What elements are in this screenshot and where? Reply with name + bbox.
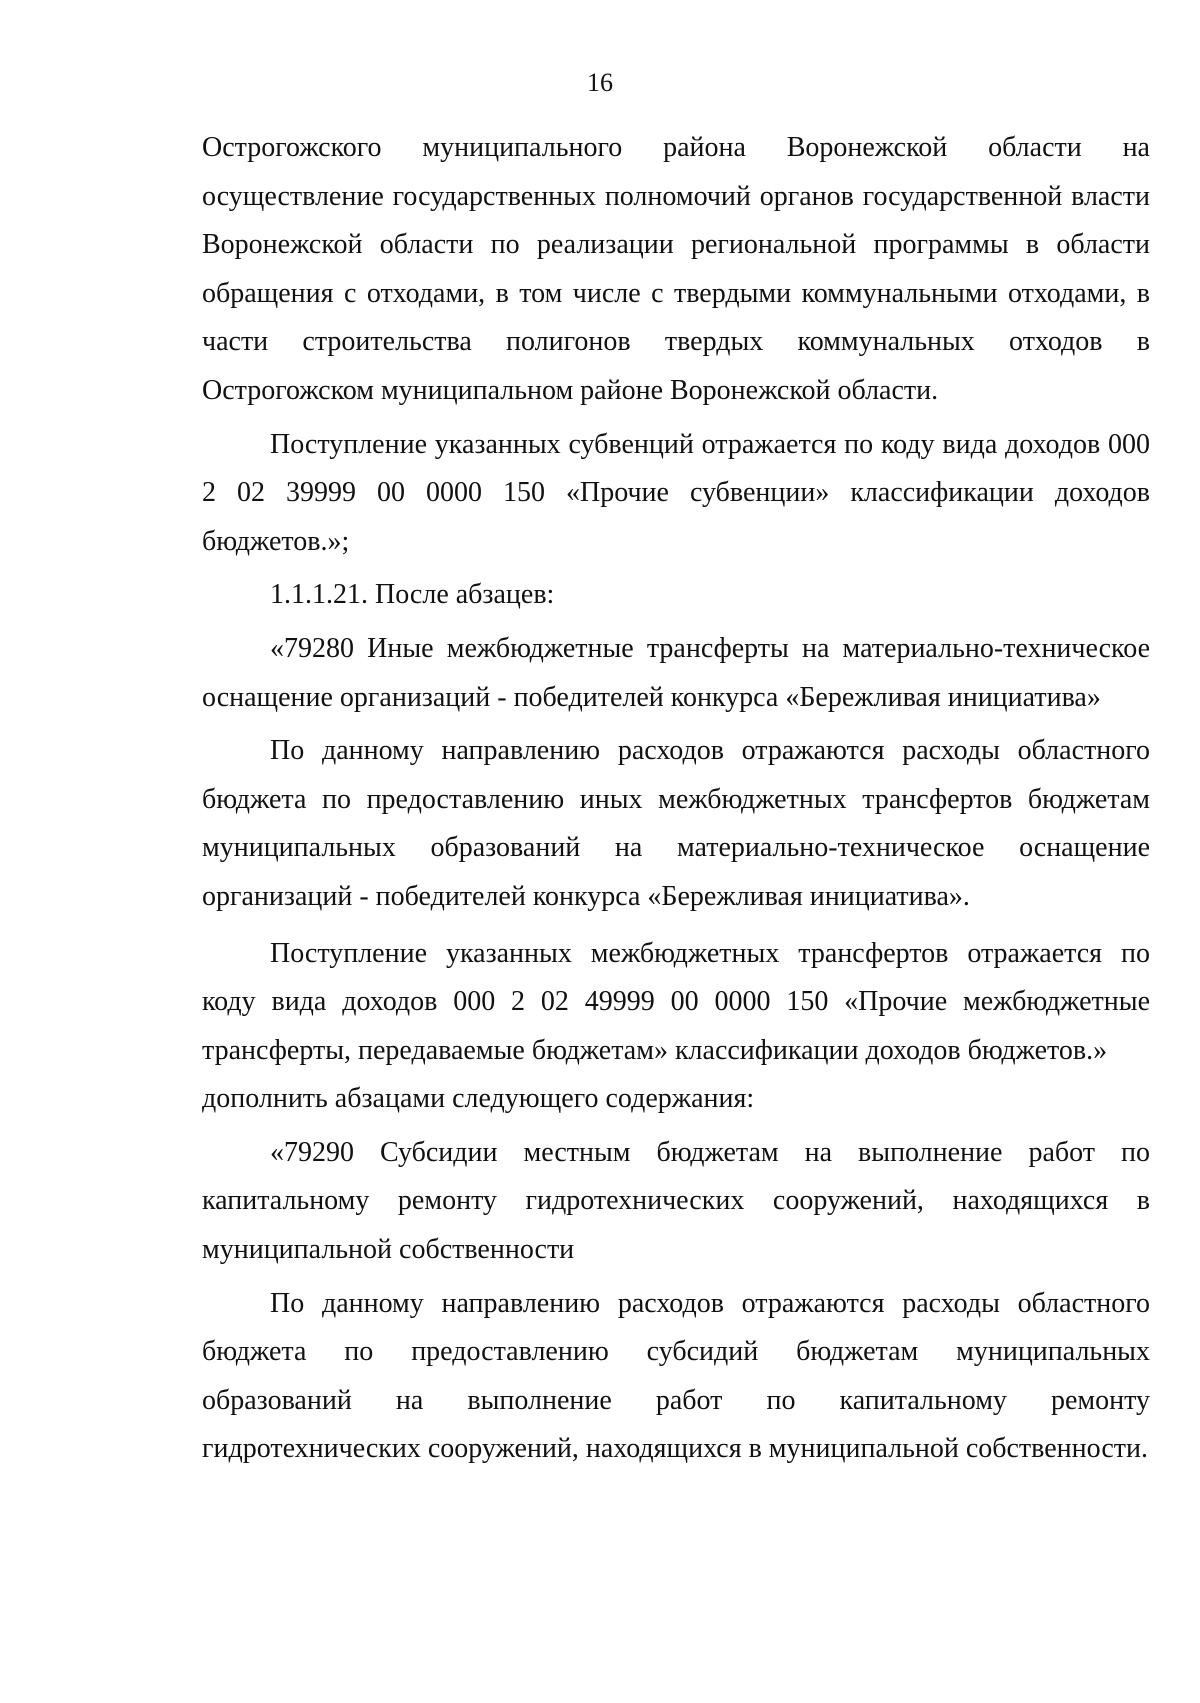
paragraph-9: По данному направлению расходов отражаются расходы областного бюджета по предоставлению субсидий бюджетам муниципальных образований на выполнение работ по капитальному ремонту гидротехнических сооружений, находящихся в муниципальной собственности. bbox=[202, 1287, 1150, 1465]
paragraph-3: 1.1.1.21. После абзацев: bbox=[270, 579, 555, 611]
paragraph-2: Поступление указанных субвенций отражается по коду вида доходов 000 2 02 39999 00 0000 150 «Прочие субвенции» классификации доходов бюджетов.»; bbox=[202, 428, 1150, 557]
paragraph-1: Острогожского муниципального района Воронежской области на осуществление государственных полномочий органов государственной власти Воронежской области по реализации региональной программы в области обращения с отходами, в том числе с твердыми коммунальными отходами, в части строительства полигонов твердых коммунальных отходов в Острогожском муниципальном районе Воронежской области. bbox=[202, 132, 1150, 406]
page-number: 16 bbox=[587, 68, 613, 97]
paragraph-8: «79290 Субсидии местным бюджетам на выполнение работ по капитальному ремонту гидротехнических сооружений, находящихся в муниципальной собственности bbox=[202, 1136, 1150, 1266]
document-body bbox=[202, 124, 1150, 1474]
paragraph-6: Поступление указанных межбюджетных трансфертов отражается по коду вида доходов 000 2 02 49999 00 0000 150 «Прочие межбюджетные трансферты, передаваемые бюджетам» классификации доходов бюджетов.» bbox=[202, 937, 1150, 1066]
paragraph-4: «79280 Иные межбюджетные трансферты на материально-техническое оснащение организаций - победителей конкурса «Бережливая инициатива» bbox=[202, 632, 1150, 713]
paragraph-7: дополнить абзацами следующего содержания: bbox=[202, 1083, 755, 1115]
paragraph-5: По данному направлению расходов отражаются расходы областного бюджета по предоставлению иных межбюджетных трансфертов бюджетам муниципальных образований на материально-техническое оснащение организаций - победителей конкурса «Бережливая инициатива». bbox=[202, 735, 1150, 912]
